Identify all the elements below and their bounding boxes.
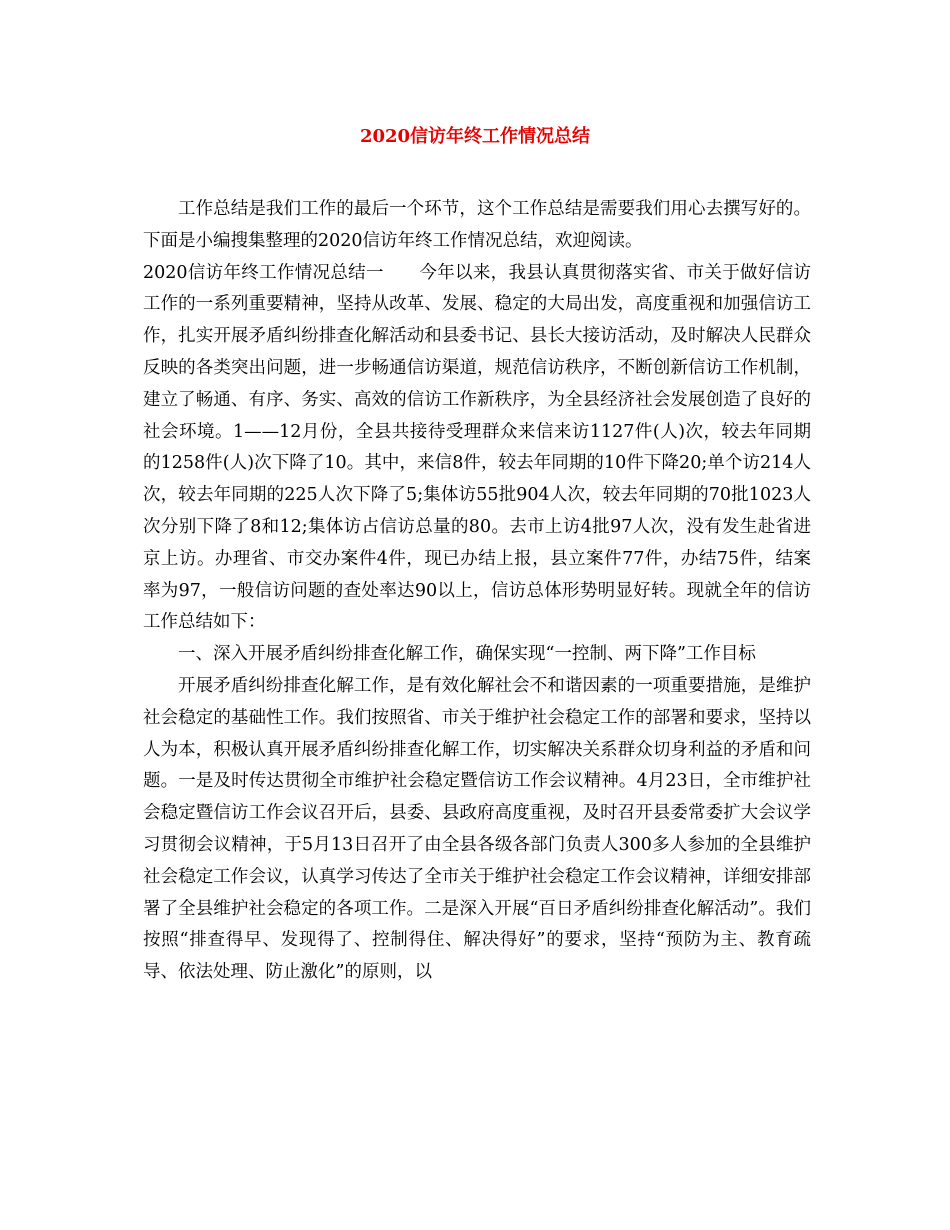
paragraph-section-one: 开展矛盾纠纷排查化解工作，是有效化解社会不和谐因素的一项重要措施，是维护社会稳定的基础性工作。我们按照省、市关于维护社会稳定工作的部署和要求，坚持以人为本，积极认真开展矛盾纠纷排查化解工作，切实解决关系群众切身利益的矛盾和问题。一是及时传达贯彻全市维护社会稳定暨信访工作会议精神。4月23日，全市维护社会稳定暨信访工作会议召开后，县委、县政府高度重视，及时召开县委常委扩大会议学习贯彻会议精神，于5月13日召开了由全县各级各部门负责人300多人参加的全县维护社会稳定工作会议，认真学习传达了全市关于维护社会稳定工作会议精神，详细安排部署了全县维护社会稳定的各项工作。二是深入开展“百日矛盾纠纷排查化解活动”。我们按照“排查得早、发现得了、控制得住、解决得好”的要求，坚持“预防为主、教育疏导、依法处理、防止激化”的原则，以: [143, 675, 811, 983]
document-body: [143, 194, 811, 989]
document-title: 2020信访年终工作情况总结: [359, 126, 591, 147]
section-heading-one: 一、深入开展矛盾纠纷排查化解工作，确保实现“一控制、两下降”工作目标: [178, 644, 756, 665]
paragraph-intro: 工作总结是我们工作的最后一个环节，这个工作总结是需要我们用心去撰写好的。下面是小编搜集整理的2020信访年终工作情况总结，欢迎阅读。: [143, 199, 811, 251]
paragraph-summary-one: 2020信访年终工作情况总结一 今年以来，我县认真贯彻落实省、市关于做好信访工作的一系列重要精神，坚持从改革、发展、稳定的大局出发，高度重视和加强信访工作，扎实开展矛盾纠纷排查化解活动和县委书记、县长大接访活动，及时解决人民群众反映的各类突出问题，进一步畅通信访渠道，规范信访秩序，不断创新信访工作机制，建立了畅通、有序、务实、高效的信访工作新秩序，为全县经济社会发展创造了良好的社会环境。1——12月份，全县共接待受理群众来信来访1127件(人)次，较去年同期的1258件(人)次下降了10。其中，来信8件，较去年同期的10件下降20;单个访214人次，较去年同期的225人次下降了5;集体访55批904人次，较去年同期的70批1023人次分别下降了8和12;集体访占信访总量的80。去市上访4批97人次，没有发生赴省进京上访。办理省、市交办案件4件，现已办结上报，县立案件77件，办结75件，结案率为97，一般信访问题的查处率达90以上，信访总体形势明显好转。现就全年的信访工作总结如下：: [143, 262, 811, 633]
